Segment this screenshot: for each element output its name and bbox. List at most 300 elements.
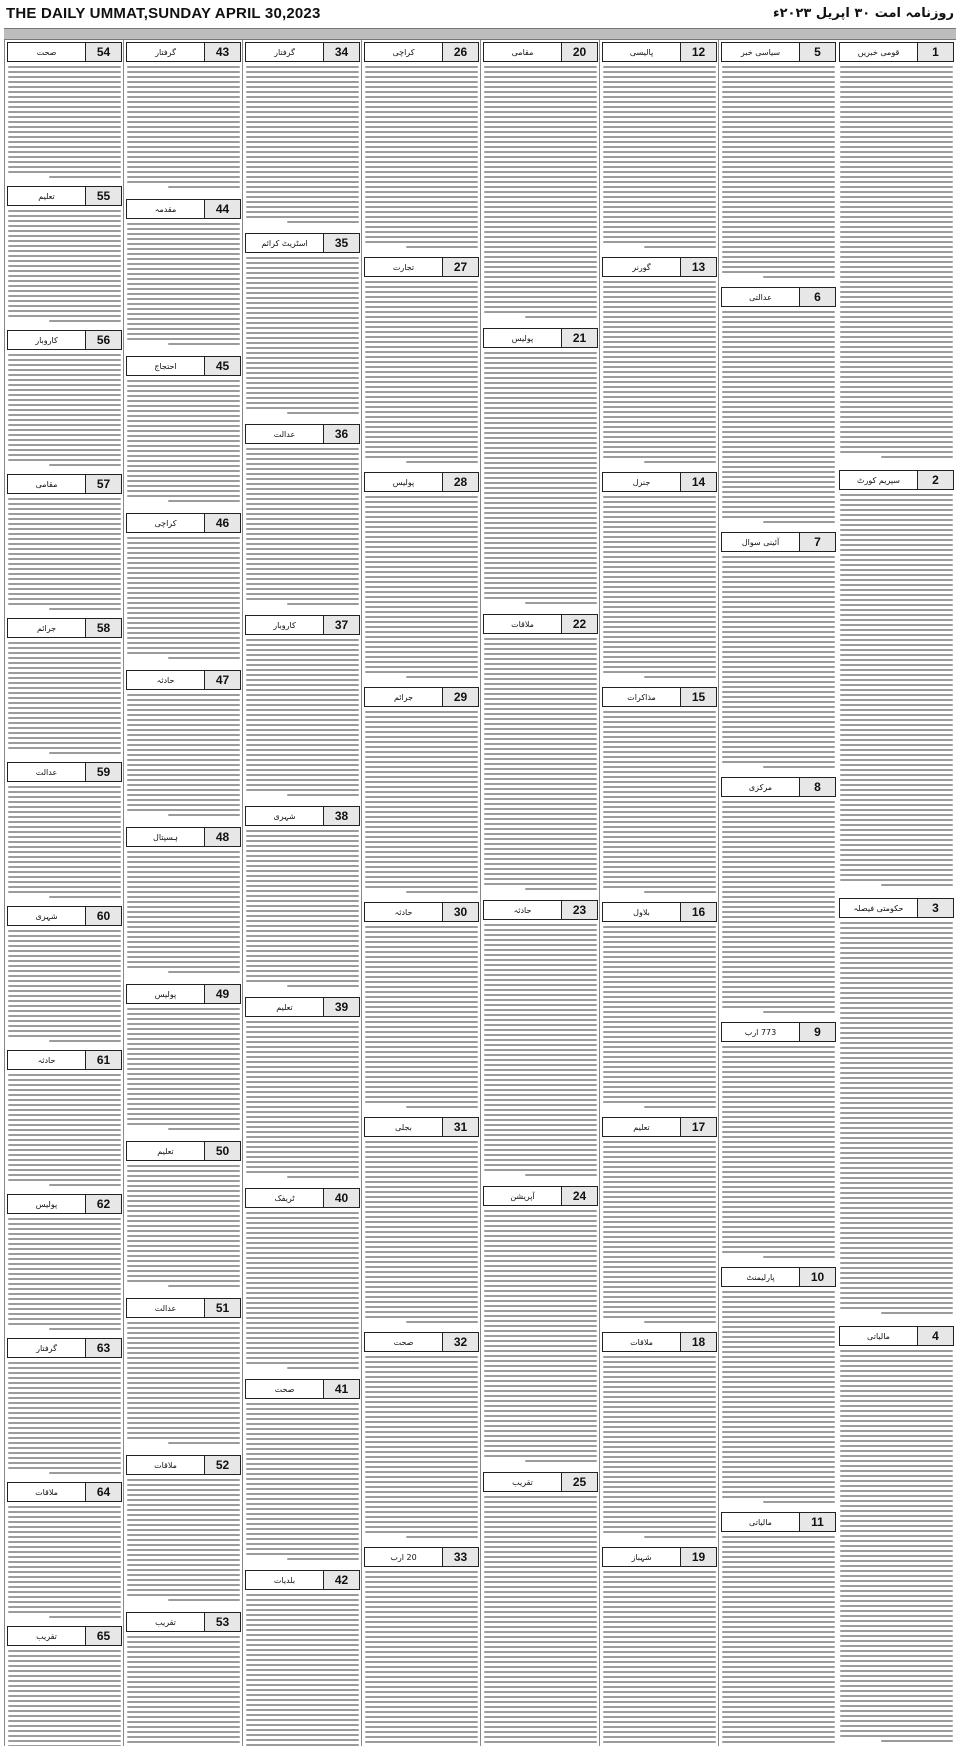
- text-line: [840, 181, 953, 183]
- text-line: [406, 891, 478, 893]
- news-item-title: تقریب: [155, 1617, 176, 1627]
- text-line: [8, 791, 121, 793]
- text-line: [246, 287, 359, 289]
- news-item-body: [124, 693, 243, 825]
- text-line: [603, 166, 716, 168]
- text-line: [365, 416, 478, 418]
- text-line: [525, 602, 597, 604]
- text-line: [484, 567, 597, 569]
- text-line: [603, 981, 716, 983]
- text-line: [722, 1346, 835, 1348]
- news-item-header: [7, 330, 122, 350]
- text-line: [603, 1586, 716, 1588]
- text-line: [603, 616, 716, 618]
- text-line: [484, 462, 597, 464]
- text-line: [484, 1616, 597, 1618]
- text-line: [246, 659, 359, 661]
- text-line: [484, 166, 597, 168]
- text-line: [722, 331, 835, 333]
- text-line: [8, 1710, 121, 1712]
- text-line: [8, 1511, 121, 1513]
- text-line: [840, 839, 953, 841]
- news-item-body: [243, 638, 362, 804]
- news-item-number: 7: [799, 533, 835, 551]
- text-line: [840, 66, 953, 68]
- text-line: [484, 296, 597, 298]
- text-line: [840, 1550, 953, 1552]
- text-line: [127, 881, 240, 883]
- text-line: [246, 211, 359, 213]
- text-line: [484, 873, 597, 875]
- news-item-header: [245, 424, 360, 444]
- text-line: [722, 516, 835, 518]
- text-line: [365, 1461, 478, 1463]
- text-line: [8, 1467, 121, 1469]
- text-line: [246, 96, 359, 98]
- text-line: [246, 1096, 359, 1098]
- text-line: [8, 1581, 121, 1583]
- text-line: [722, 1741, 835, 1743]
- text-line: [840, 1660, 953, 1662]
- text-line: [8, 891, 121, 893]
- text-line: [365, 1666, 478, 1668]
- text-line: [127, 769, 240, 771]
- text-line: [127, 1646, 240, 1648]
- text-line: [365, 601, 478, 603]
- news-item-body: [362, 1570, 481, 1746]
- text-line: [840, 1570, 953, 1572]
- news-item-number: 53: [204, 1613, 240, 1631]
- text-line: [484, 828, 597, 830]
- text-line: [722, 1101, 835, 1103]
- text-line: [722, 671, 835, 673]
- text-line: [603, 1011, 716, 1013]
- text-line: [840, 1475, 953, 1477]
- text-line: [722, 1476, 835, 1478]
- text-line: [127, 223, 240, 225]
- text-line: [246, 1237, 359, 1239]
- text-line: [365, 936, 478, 938]
- text-line: [840, 256, 953, 258]
- text-line: [365, 1511, 478, 1513]
- text-line: [644, 246, 716, 248]
- text-line: [127, 1342, 240, 1344]
- text-line: [484, 306, 597, 308]
- text-line: [246, 1744, 359, 1746]
- text-line: [8, 1551, 121, 1553]
- text-line: [8, 1715, 121, 1717]
- text-line: [127, 1544, 240, 1546]
- text-line: [246, 1026, 359, 1028]
- text-line: [603, 561, 716, 563]
- text-line: [246, 1086, 359, 1088]
- text-line: [484, 1270, 597, 1272]
- text-line: [840, 1520, 953, 1522]
- text-line: [840, 859, 953, 861]
- text-line: [840, 1247, 953, 1249]
- text-line: [603, 141, 716, 143]
- text-line: [365, 351, 478, 353]
- text-line: [127, 901, 240, 903]
- text-line: [246, 593, 359, 595]
- text-line: [246, 1302, 359, 1304]
- text-line: [603, 1646, 716, 1648]
- text-line: [722, 361, 835, 363]
- text-line: [365, 1221, 478, 1223]
- text-line: [127, 637, 240, 639]
- text-line: [603, 1691, 716, 1693]
- text-line: [127, 86, 240, 88]
- text-line: [127, 415, 240, 417]
- text-line: [365, 1616, 478, 1618]
- news-item-title: گرفتار: [274, 47, 295, 57]
- text-line: [8, 1650, 121, 1652]
- text-line: [127, 1479, 240, 1481]
- text-line: [722, 896, 835, 898]
- text-line: [722, 506, 835, 508]
- text-line: [127, 577, 240, 579]
- text-line: [603, 641, 716, 643]
- text-line: [484, 276, 597, 278]
- text-line: [603, 1301, 716, 1303]
- text-line: [246, 1347, 359, 1349]
- news-item-title: صحت: [274, 1384, 295, 1394]
- text-line: [246, 1126, 359, 1128]
- text-line: [246, 81, 359, 83]
- text-line: [840, 1192, 953, 1194]
- text-line: [365, 206, 478, 208]
- text-line: [484, 768, 597, 770]
- text-line: [603, 1286, 716, 1288]
- text-line: [722, 906, 835, 908]
- news-item-title: جرائم: [393, 692, 414, 702]
- text-line: [840, 927, 953, 929]
- text-line: [246, 1503, 359, 1505]
- text-line: [8, 96, 121, 98]
- text-line: [168, 657, 240, 659]
- text-line: [603, 1616, 716, 1618]
- text-line: [722, 751, 835, 753]
- text-line: [8, 81, 121, 83]
- text-line: [127, 1539, 240, 1541]
- text-line: [246, 1689, 359, 1691]
- text-line: [644, 1321, 716, 1323]
- text-line: [365, 541, 478, 543]
- text-line: [525, 316, 597, 318]
- text-line: [603, 636, 716, 638]
- text-line: [127, 592, 240, 594]
- text-line: [8, 305, 121, 307]
- text-line: [484, 1591, 597, 1593]
- text-line: [8, 1159, 121, 1161]
- text-line: [127, 253, 240, 255]
- text-line: [246, 473, 359, 475]
- text-line: [840, 1027, 953, 1029]
- text-line: [8, 1149, 121, 1151]
- text-line: [722, 1481, 835, 1483]
- text-line: [840, 1540, 953, 1542]
- text-line: [840, 1455, 953, 1457]
- text-line: [484, 658, 597, 660]
- text-line: [127, 1260, 240, 1262]
- text-line: [484, 86, 597, 88]
- text-line: [365, 226, 478, 228]
- text-line: [722, 1156, 835, 1158]
- text-line: [246, 131, 359, 133]
- text-line: [722, 216, 835, 218]
- text-line: [246, 1337, 359, 1339]
- text-line: [365, 566, 478, 568]
- text-line: [127, 1113, 240, 1115]
- text-line: [722, 1456, 835, 1458]
- text-line: [484, 1220, 597, 1222]
- news-item-header: [721, 287, 836, 307]
- text-line: [8, 1139, 121, 1141]
- text-line: [365, 356, 478, 358]
- text-line: [8, 106, 121, 108]
- text-line: [127, 866, 240, 868]
- text-line: [722, 241, 835, 243]
- text-line: [8, 692, 121, 694]
- news-item-body: [362, 1140, 481, 1330]
- text-line: [365, 1156, 478, 1158]
- text-line: [722, 736, 835, 738]
- text-line: [722, 1631, 835, 1633]
- news-item-number: 20: [561, 43, 597, 61]
- text-line: [8, 230, 121, 232]
- text-line: [365, 221, 478, 223]
- text-line: [484, 1566, 597, 1568]
- news-item-body: [719, 310, 838, 530]
- text-line: [484, 1079, 597, 1081]
- text-line: [127, 450, 240, 452]
- text-line: [722, 1566, 835, 1568]
- text-line: [840, 1415, 953, 1417]
- text-line: [484, 236, 597, 238]
- text-line: [603, 941, 716, 943]
- news-item-number: 38: [323, 807, 359, 825]
- text-line: [8, 821, 121, 823]
- text-line: [840, 156, 953, 158]
- text-line: [840, 291, 953, 293]
- text-line: [365, 436, 478, 438]
- text-line: [603, 1096, 716, 1098]
- text-line: [840, 1227, 953, 1229]
- text-line: [484, 442, 597, 444]
- text-line: [365, 971, 478, 973]
- text-line: [127, 1245, 240, 1247]
- text-line: [484, 201, 597, 203]
- text-line: [365, 1716, 478, 1718]
- text-line: [603, 431, 716, 433]
- news-item-body: [124, 1321, 243, 1453]
- text-line: [603, 1486, 716, 1488]
- news-item-number: 51: [204, 1299, 240, 1317]
- text-line: [840, 1510, 953, 1512]
- text-line: [365, 281, 478, 283]
- text-line: [127, 537, 240, 539]
- text-line: [603, 1651, 716, 1653]
- text-line: [722, 386, 835, 388]
- text-line: [365, 991, 478, 993]
- text-line: [246, 387, 359, 389]
- text-line: [246, 558, 359, 560]
- text-line: [722, 821, 835, 823]
- text-line: [127, 101, 240, 103]
- text-line: [49, 1184, 121, 1186]
- text-line: [722, 161, 835, 163]
- text-line: [484, 176, 597, 178]
- text-line: [722, 431, 835, 433]
- text-line: [722, 346, 835, 348]
- text-line: [365, 951, 478, 953]
- news-item-title: سیاسی خبر: [740, 47, 781, 57]
- text-line: [8, 1218, 121, 1220]
- text-line: [365, 996, 478, 998]
- text-line: [603, 356, 716, 358]
- text-line: [484, 1385, 597, 1387]
- text-line: [722, 1446, 835, 1448]
- text-line: [127, 480, 240, 482]
- text-line: [722, 466, 835, 468]
- text-line: [127, 1215, 240, 1217]
- text-line: [840, 266, 953, 268]
- text-line: [722, 946, 835, 948]
- text-line: [8, 657, 121, 659]
- text-line: [365, 1261, 478, 1263]
- text-line: [8, 1263, 121, 1265]
- text-line: [365, 1016, 478, 1018]
- text-line: [246, 156, 359, 158]
- text-line: [722, 91, 835, 93]
- text-line: [127, 465, 240, 467]
- text-line: [840, 1172, 953, 1174]
- text-line: [484, 1445, 597, 1447]
- text-line: [840, 1535, 953, 1537]
- text-line: [127, 460, 240, 462]
- text-line: [8, 439, 121, 441]
- news-item-number: 10: [799, 1268, 835, 1286]
- text-line: [246, 669, 359, 671]
- news-item-number: 25: [561, 1473, 597, 1491]
- text-line: [484, 1501, 597, 1503]
- text-line: [722, 881, 835, 883]
- text-line: [840, 1600, 953, 1602]
- text-line: [840, 1605, 953, 1607]
- text-line: [365, 1236, 478, 1238]
- news-item-header: [7, 474, 122, 494]
- text-line: [246, 1076, 359, 1078]
- text-line: [365, 731, 478, 733]
- text-line: [127, 1008, 240, 1010]
- text-line: [603, 1516, 716, 1518]
- text-line: [840, 844, 953, 846]
- news-item-header: [245, 997, 360, 1017]
- text-line: [8, 786, 121, 788]
- news-item-title: گرفتار: [155, 47, 176, 57]
- text-line: [8, 240, 121, 242]
- news-item-title: ملاقات: [154, 1460, 177, 1470]
- news-item-body: [837, 65, 956, 468]
- text-line: [127, 1681, 240, 1683]
- text-line: [603, 576, 716, 578]
- text-line: [840, 281, 953, 283]
- text-line: [603, 726, 716, 728]
- text-line: [840, 1202, 953, 1204]
- text-line: [484, 1210, 597, 1212]
- news-item-number: 27: [442, 258, 478, 276]
- text-line: [840, 116, 953, 118]
- text-line: [8, 548, 121, 550]
- text-line: [603, 1461, 716, 1463]
- text-line: [603, 1166, 716, 1168]
- text-line: [8, 166, 121, 168]
- text-line: [603, 596, 716, 598]
- text-line: [365, 846, 478, 848]
- text-line: [127, 1018, 240, 1020]
- text-line: [484, 989, 597, 991]
- text-line: [246, 975, 359, 977]
- text-line: [127, 395, 240, 397]
- text-line: [484, 582, 597, 584]
- text-line: [49, 1040, 121, 1042]
- text-line: [484, 352, 597, 354]
- text-line: [365, 1036, 478, 1038]
- text-line: [484, 1556, 597, 1558]
- text-line: [8, 1422, 121, 1424]
- text-line: [722, 706, 835, 708]
- news-item-header: [7, 762, 122, 782]
- text-line: [603, 991, 716, 993]
- text-line: [840, 874, 953, 876]
- text-line: [603, 1636, 716, 1638]
- text-line: [406, 461, 478, 463]
- text-line: [127, 906, 240, 908]
- text-line: [484, 216, 597, 218]
- text-line: [365, 946, 478, 948]
- text-line: [840, 654, 953, 656]
- text-line: [127, 1569, 240, 1571]
- text-line: [484, 1731, 597, 1733]
- text-line: [127, 1322, 240, 1324]
- text-line: [246, 267, 359, 269]
- text-line: [722, 1086, 835, 1088]
- text-line: [127, 1068, 240, 1070]
- news-item-body: [5, 1361, 124, 1480]
- text-line: [484, 858, 597, 860]
- text-line: [722, 936, 835, 938]
- text-line: [365, 581, 478, 583]
- news-item-header: [839, 470, 954, 490]
- text-line: [840, 599, 953, 601]
- text-line: [127, 1519, 240, 1521]
- text-line: [722, 401, 835, 403]
- text-line: [8, 533, 121, 535]
- text-line: [246, 508, 359, 510]
- text-line: [246, 960, 359, 962]
- text-line: [722, 1371, 835, 1373]
- news-item-title: شہباز: [631, 1552, 652, 1562]
- text-line: [840, 1575, 953, 1577]
- text-line: [127, 966, 240, 968]
- text-line: [365, 1441, 478, 1443]
- text-line: [365, 1081, 478, 1083]
- text-line: [603, 1161, 716, 1163]
- text-line: [246, 1287, 359, 1289]
- text-line: [365, 1051, 478, 1053]
- text-line: [246, 216, 359, 218]
- text-line: [484, 823, 597, 825]
